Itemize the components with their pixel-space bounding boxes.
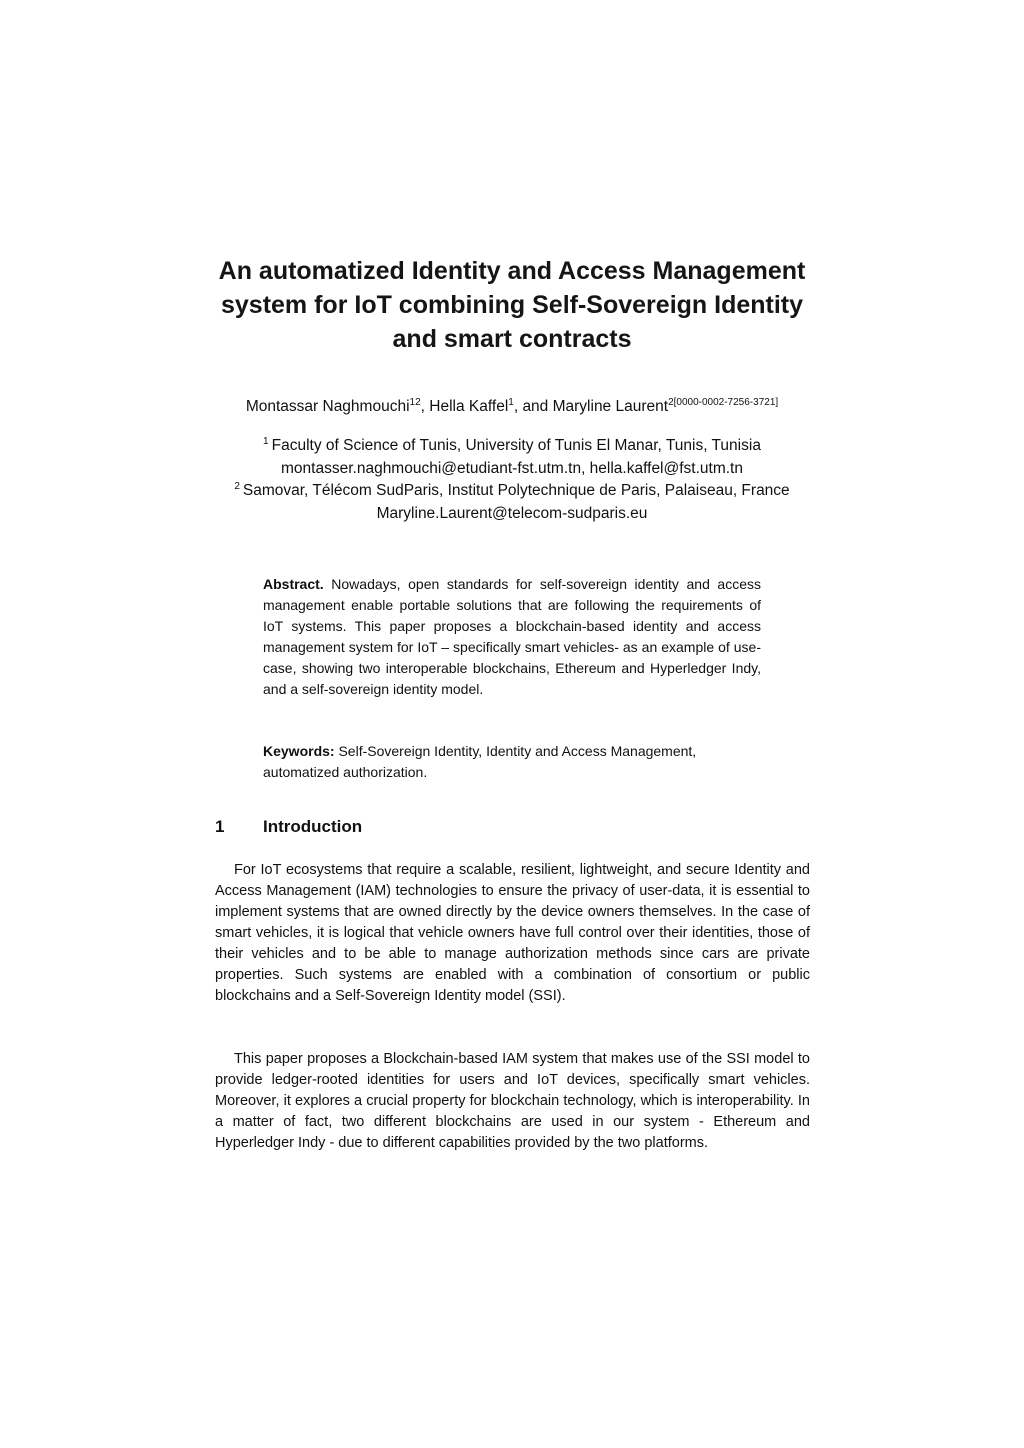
author-affiliation-mark: 1	[508, 397, 514, 408]
author-list	[150, 396, 874, 418]
affiliation-text: Maryline.Laurent@telecom-sudparis.eu	[376, 504, 648, 522]
body-paragraph: This paper proposes a Blockchain-based IAM system that makes use of the SSI model to provide ledger-rooted identities for users and IoT devices, specifically smart vehicles. Moreover, it explores a crucial property for blockchain technology, which is interoperability. In a matter of fact, two different blockchains are used in our system - Ethereum and Hyperledger Indy - due to different capabilities provided by the two platforms.	[215, 1051, 810, 1151]
keywords-text: Self-Sovereign Identity, Identity and Access Management, automatized authorization.	[263, 743, 697, 780]
affiliation-number: 1	[263, 436, 269, 447]
title-line: An automatized Identity and Access Management	[218, 257, 806, 285]
section-title: Introduction	[263, 817, 363, 836]
affiliations	[150, 435, 874, 525]
affiliation-text: montasser.naghmouchi@etudiant-fst.utm.tn, hella.kaffel@fst.utm.tn	[281, 459, 743, 477]
body-paragraph: For IoT ecosystems that require a scalable, resilient, lightweight, and secure Identity and Access Management (IAM) technologies to ensure the privacy of user-data, it is essential to implement systems that are owned directly by the device owners themselves. In the case of smart vehicles, it is logical that vehicle owners have full control over their identities, those of their vehicles and to be able to manage authorization methods since cars are private properties. Such systems are enabled with a combination of consortium or public blockchains and a Self-Sovereign Identity model (SSI).	[215, 862, 810, 1004]
author-name: Hella Kaffel	[429, 398, 509, 415]
section-heading	[215, 815, 362, 839]
author-name: Montassar Naghmouchi	[245, 398, 410, 415]
affiliation-email-line	[150, 503, 874, 526]
author-separator: , and	[513, 398, 553, 415]
affiliation-number: 2	[234, 481, 240, 492]
author-name: Maryline Laurent	[552, 398, 669, 415]
author-affiliation-mark: 12	[409, 397, 421, 408]
keywords-label: Keywords:	[263, 743, 335, 759]
affiliation-line	[150, 435, 874, 458]
author-separator: ,	[420, 398, 430, 415]
author-affiliation-mark: 2[0000-0002-7256-3721]	[668, 397, 779, 408]
section-number: 1	[215, 817, 225, 836]
title-line: and smart contracts	[392, 325, 632, 353]
keywords	[263, 741, 761, 783]
paper-title	[200, 254, 824, 356]
affiliation-line	[150, 480, 874, 503]
abstract-label: Abstract.	[263, 576, 324, 592]
affiliation-email-line	[150, 458, 874, 481]
title-line: system for IoT combining Self-Sovereign Identity	[220, 291, 804, 319]
affiliation-text: Samovar, Télécom SudParis, Institut Polytechnique de Paris, Palaiseau, France	[242, 482, 790, 499]
abstract	[263, 574, 761, 700]
affiliation-text: Faculty of Science of Tunis, University of Tunis El Manar, Tunis, Tunisia	[271, 437, 761, 454]
abstract-text: Nowadays, open standards for self-sovereign identity and access management enable portable solutions that are following the requirements of IoT systems. This paper proposes a blockchain-based identity and access management system for IoT – specifically smart vehicles- as an example of use-case, showing two interoperable blockchains, Ethereum and Hyperledger Indy, and a self-sovereign identity model.	[263, 576, 762, 697]
